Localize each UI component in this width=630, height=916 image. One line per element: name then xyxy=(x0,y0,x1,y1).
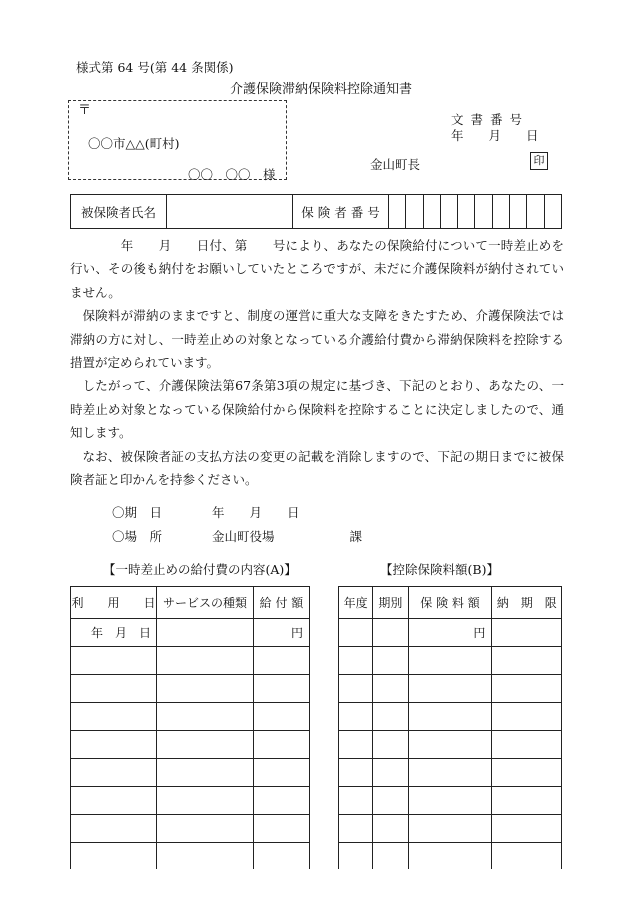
table-cell[interactable] xyxy=(408,787,492,815)
address-town: 〇〇市△△(町村) xyxy=(88,136,180,151)
table-cell[interactable] xyxy=(492,731,562,759)
table-cell[interactable] xyxy=(253,815,309,843)
table-cell[interactable] xyxy=(408,675,492,703)
table-row xyxy=(339,843,562,870)
table-cell[interactable] xyxy=(408,647,492,675)
insurer-number-cell[interactable] xyxy=(527,195,544,229)
table-cell[interactable] xyxy=(156,703,253,731)
table-cell[interactable] xyxy=(156,647,253,675)
table-row xyxy=(71,731,310,759)
table-cell[interactable] xyxy=(492,759,562,787)
table-row xyxy=(71,787,310,815)
table-cell[interactable] xyxy=(156,619,253,647)
table-row xyxy=(71,815,310,843)
table-cell[interactable] xyxy=(408,843,492,870)
table-a-heading: 【一時差止めの給付費の内容(A)】 xyxy=(103,562,297,577)
table-cell[interactable] xyxy=(492,815,562,843)
notice-body xyxy=(70,234,564,491)
table-cell[interactable] xyxy=(408,815,492,843)
table-cell[interactable] xyxy=(339,731,373,759)
table-cell[interactable] xyxy=(339,759,373,787)
table-cell[interactable] xyxy=(253,759,309,787)
column-header: 保 険 料 額 xyxy=(408,587,492,619)
table-cell[interactable] xyxy=(156,787,253,815)
table-cell[interactable] xyxy=(71,843,157,870)
table-row xyxy=(71,647,310,675)
table-cell[interactable] xyxy=(373,843,408,870)
column-header: サービスの種類 xyxy=(156,587,253,619)
table-cell[interactable] xyxy=(339,787,373,815)
table-cell[interactable]: 円 xyxy=(253,619,309,647)
column-header: 利 用 日 xyxy=(71,587,157,619)
insured-name-label: 被保険者氏名 xyxy=(71,195,167,229)
table-cell[interactable] xyxy=(408,759,492,787)
insurer-number-cell[interactable] xyxy=(440,195,457,229)
table-row xyxy=(71,843,310,870)
postal-mark: 〒 xyxy=(78,103,92,118)
insurer-number-cell[interactable] xyxy=(423,195,440,229)
insured-name-field[interactable] xyxy=(167,195,293,229)
table-cell[interactable] xyxy=(408,731,492,759)
deducted-premium-table xyxy=(338,586,562,869)
document-title: 介護保険滞納保険料控除通知書 xyxy=(230,82,413,97)
table-cell[interactable] xyxy=(492,619,562,647)
table-cell[interactable] xyxy=(156,675,253,703)
table-cell[interactable] xyxy=(339,815,373,843)
document-number-label: 文書番号 xyxy=(451,112,530,127)
table-cell[interactable] xyxy=(339,703,373,731)
issuer-mayor: 金山町長 xyxy=(370,157,421,172)
table-row xyxy=(71,703,310,731)
table-row xyxy=(339,815,562,843)
table-cell[interactable] xyxy=(71,647,157,675)
table-row xyxy=(71,675,310,703)
table-cell[interactable] xyxy=(156,815,253,843)
table-cell[interactable] xyxy=(71,815,157,843)
table-cell[interactable] xyxy=(253,787,309,815)
paragraph-3: したがって、介護保険法第67条第3項の規定に基づき、下記のとおり、あなたの、一時差止め対象となっている保険給付から保険料を控除することに決定しましたので、通知します。 xyxy=(70,378,564,441)
table-cell[interactable] xyxy=(71,703,157,731)
table-cell[interactable] xyxy=(492,787,562,815)
insured-info-table xyxy=(70,194,562,229)
suspended-benefits-table xyxy=(70,586,310,869)
table-cell[interactable] xyxy=(339,843,373,870)
insurer-number-cell[interactable] xyxy=(544,195,561,229)
table-cell[interactable] xyxy=(71,675,157,703)
table-cell[interactable] xyxy=(156,843,253,870)
insurer-number-cell[interactable] xyxy=(406,195,423,229)
column-header: 期別 xyxy=(373,587,408,619)
table-cell[interactable] xyxy=(253,731,309,759)
column-header: 給 付 額 xyxy=(253,587,309,619)
column-header: 納 期 限 xyxy=(492,587,562,619)
table-cell[interactable] xyxy=(373,703,408,731)
table-row xyxy=(339,731,562,759)
table-row xyxy=(339,759,562,787)
seal-mark: 印 xyxy=(530,152,548,170)
insurer-number-label: 保 険 者 番 号 xyxy=(293,195,389,229)
insurer-number-cell[interactable] xyxy=(510,195,527,229)
deadline-line: 〇期 日 年 月 日 xyxy=(112,505,300,520)
table-cell[interactable]: 円 xyxy=(408,619,492,647)
column-header: 年度 xyxy=(339,587,373,619)
table-cell[interactable] xyxy=(373,787,408,815)
table-cell[interactable]: 年 月 日 xyxy=(71,619,157,647)
table-cell[interactable] xyxy=(373,619,408,647)
table-cell[interactable] xyxy=(408,703,492,731)
table-cell[interactable] xyxy=(253,647,309,675)
table-cell[interactable] xyxy=(71,759,157,787)
table-row xyxy=(339,787,562,815)
paragraph-4: なお、被保険者証の支払方法の変更の記載を消除しますので、下記の期日までに被保険者証と印かんを持参ください。 xyxy=(70,448,564,488)
table-cell[interactable] xyxy=(156,731,253,759)
table-cell[interactable] xyxy=(373,731,408,759)
table-cell[interactable] xyxy=(156,759,253,787)
table-row xyxy=(339,675,562,703)
table-row xyxy=(339,703,562,731)
table-cell[interactable] xyxy=(492,843,562,870)
table-cell[interactable] xyxy=(253,703,309,731)
table-cell[interactable] xyxy=(492,675,562,703)
table-cell[interactable] xyxy=(373,815,408,843)
paragraph-1: 年 月 日付、第 号により、あなたの保険給付について一時差止めを行い、その後も納付をお願いしていたところですが、未だに介護保険料が納付されていません。 xyxy=(70,238,564,300)
table-cell[interactable] xyxy=(339,675,373,703)
insurer-number-cell[interactable] xyxy=(389,195,406,229)
table-cell[interactable] xyxy=(71,787,157,815)
form-number: 様式第 64 号(第 44 条関係) xyxy=(76,60,234,75)
insurer-number-cell[interactable] xyxy=(492,195,509,229)
table-b-heading: 【控除保険料額(B)】 xyxy=(380,562,499,577)
insurer-number-cell[interactable] xyxy=(475,195,492,229)
table-cell[interactable] xyxy=(373,675,408,703)
table-cell[interactable] xyxy=(339,619,373,647)
table-cell[interactable] xyxy=(339,647,373,675)
table-row xyxy=(339,647,562,675)
table-cell[interactable] xyxy=(492,703,562,731)
table-cell[interactable] xyxy=(253,843,309,870)
issue-date: 年 月 日 xyxy=(451,128,539,143)
paragraph-2: 保険料が滞納のままですと、制度の運営に重大な支障をきたすため、介護保険法では滞納の方に対し、一時差止めの対象となっている介護給付費から滞納保険料を控除する措置が定められています。 xyxy=(70,308,564,371)
place-line: 〇場 所 金山町役場 課 xyxy=(112,529,363,544)
table-cell[interactable] xyxy=(71,731,157,759)
table-cell[interactable] xyxy=(373,647,408,675)
addressee-name: 〇〇 〇〇 様 xyxy=(188,167,276,182)
table-cell[interactable] xyxy=(253,675,309,703)
table-row xyxy=(71,759,310,787)
insurer-number-cell[interactable] xyxy=(458,195,475,229)
table-cell[interactable] xyxy=(492,647,562,675)
table-cell[interactable] xyxy=(373,759,408,787)
